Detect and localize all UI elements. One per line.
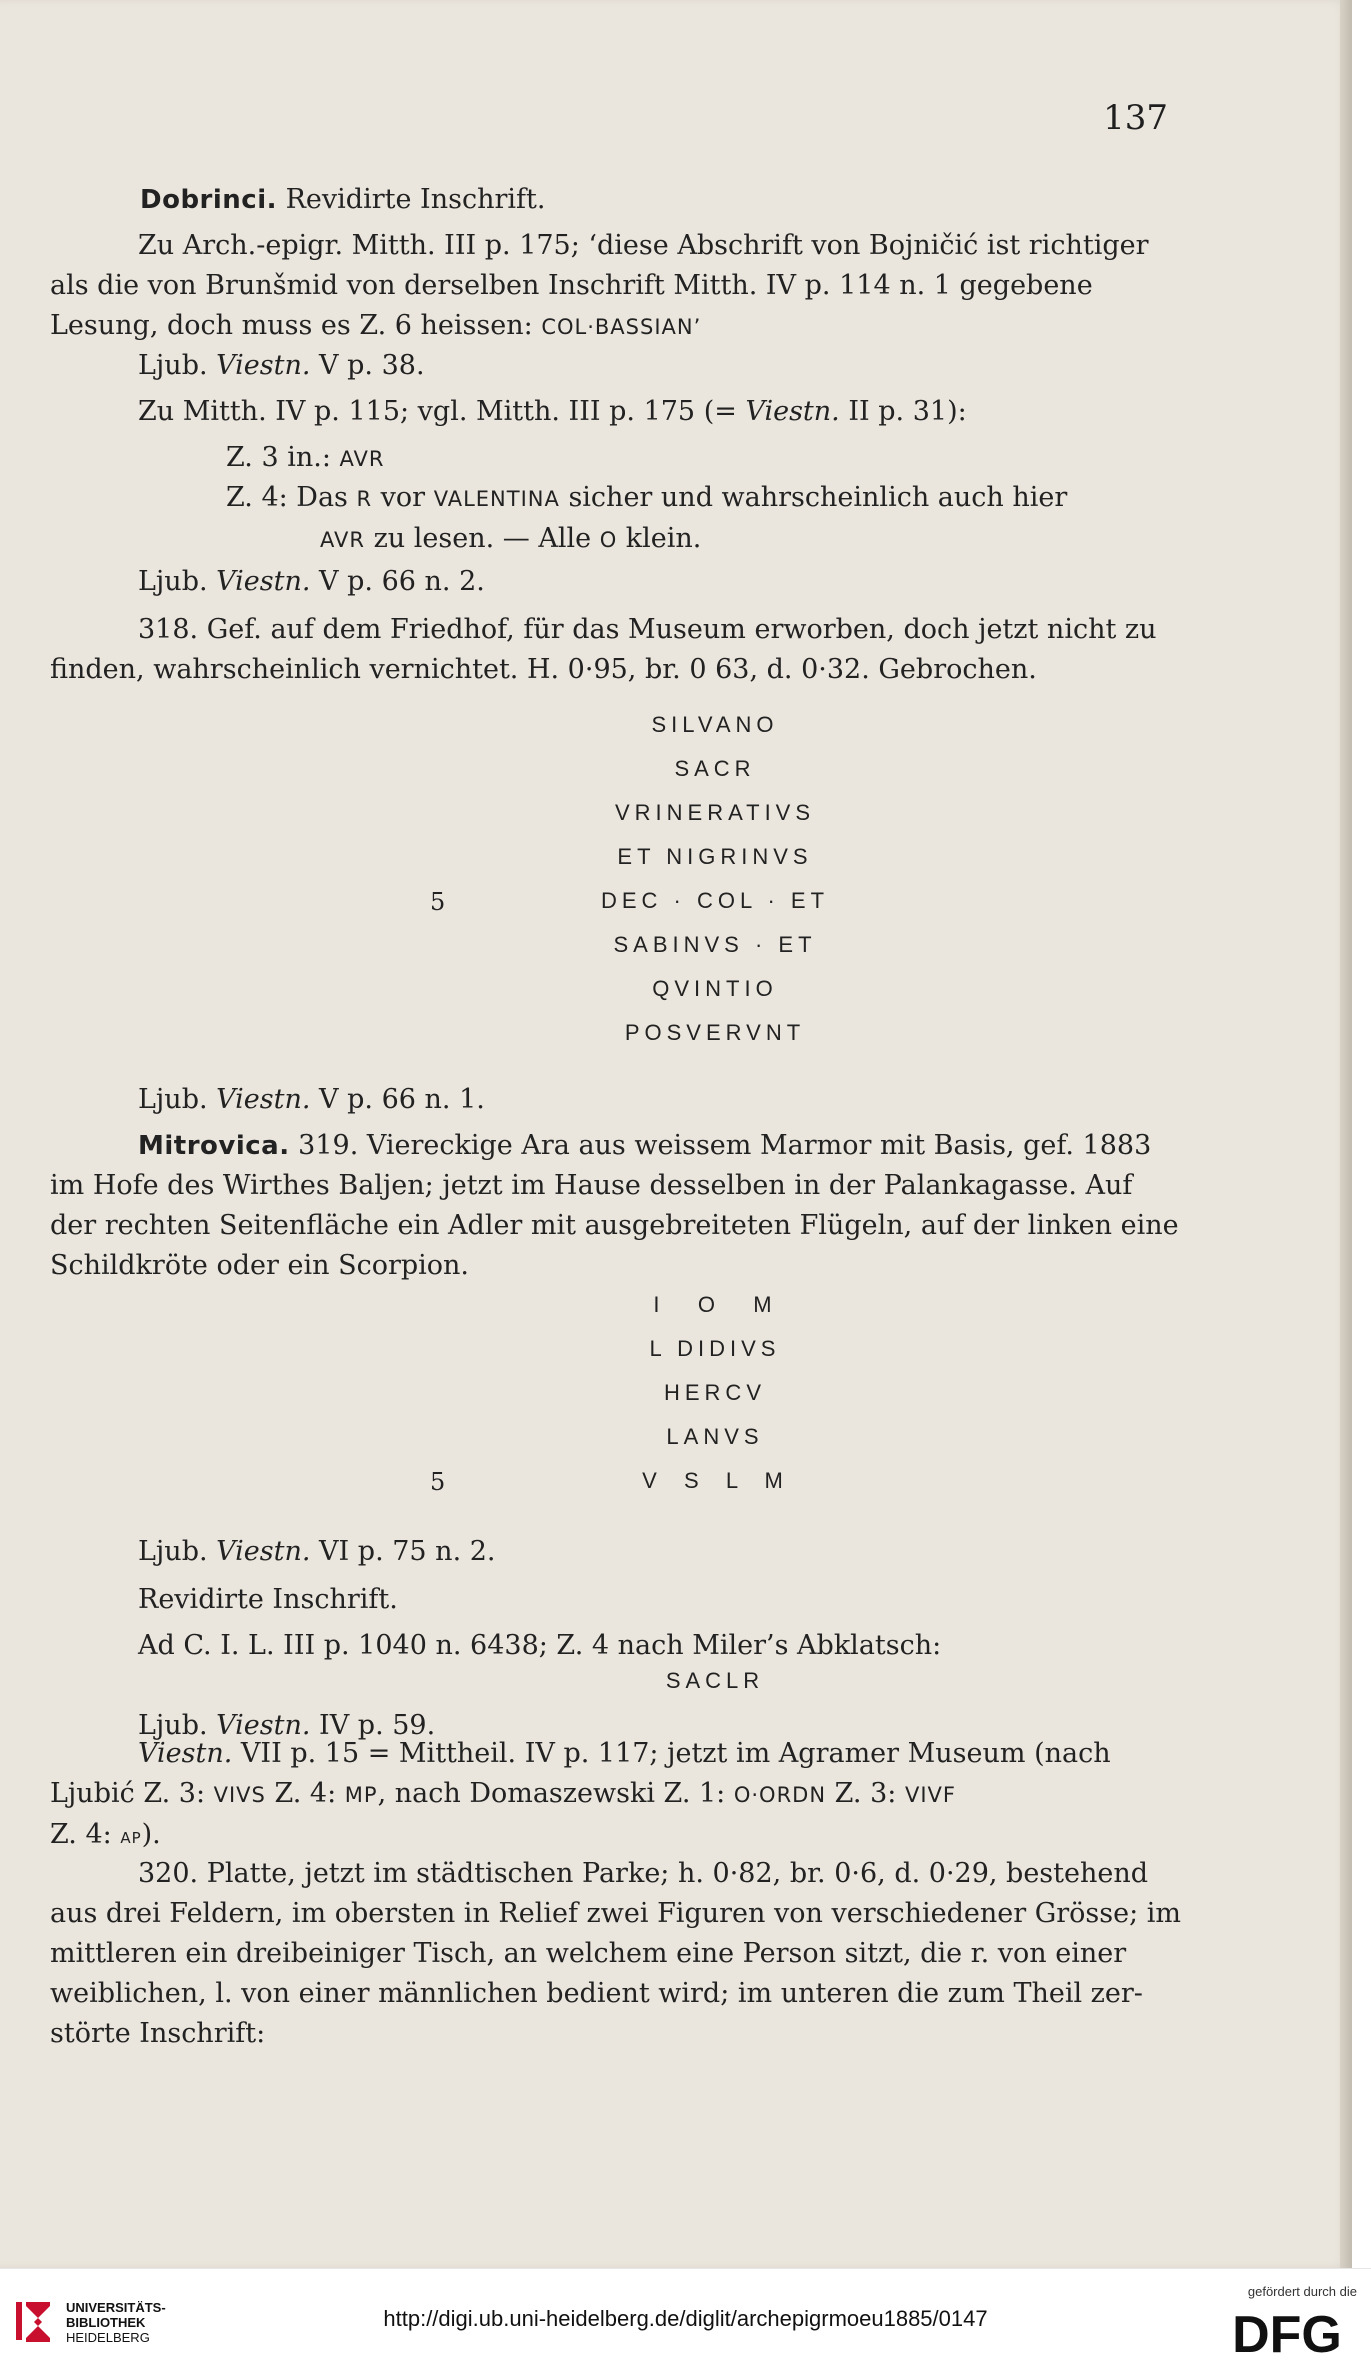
inscription-text: VRINERATIVS — [614, 800, 816, 825]
text-line: mittleren ein dreibeiniger Tisch, an welchem eine Person sitzt, die r. von einer — [50, 1938, 1127, 1969]
section-dobrinci — [140, 180, 1288, 220]
note-z4 — [226, 478, 1198, 560]
inscription-line — [0, 1424, 1352, 1468]
text-run: Ljubić Z. 3: — [50, 1778, 214, 1809]
inscription-line — [0, 1468, 1352, 1512]
journal-title: Viestn. — [216, 1536, 311, 1567]
inscription-text: DEC · COL · ET — [600, 888, 830, 913]
inscription-text: SILVANO — [651, 712, 779, 737]
text-run: , nach Domaszewski Z. 1: — [377, 1778, 734, 1809]
text-run: V p. 66 n. 2. — [310, 566, 485, 597]
citation-ljub-v66-2 — [138, 562, 1286, 602]
inscription-line — [0, 932, 1352, 976]
note-z3 — [226, 438, 1371, 479]
inscription-line — [0, 1336, 1352, 1380]
inscription-line — [0, 1292, 1352, 1336]
heading-text: Revidirte Inschrift. — [277, 184, 546, 215]
place-heading-dobrinci: Dobrinci. — [140, 185, 278, 215]
text-run: ). — [141, 1819, 161, 1850]
dfg-logo — [1221, 2304, 1353, 2360]
inscription-line — [0, 888, 1352, 932]
text-run: Ljub. — [138, 1710, 217, 1741]
text-run: Ljub. — [138, 1084, 217, 1115]
text-run: Ljub. — [138, 350, 217, 381]
text-line — [50, 1774, 1198, 1815]
inscription-fragment: O·ORDN — [733, 1783, 827, 1807]
inscription-fragment: MP — [344, 1783, 378, 1807]
inscription-text: V S L M — [642, 1468, 788, 1493]
inscription-line — [0, 756, 1352, 800]
funded-by-label: gefördert durch die — [1247, 2284, 1357, 2299]
text-run: Zu Mitth. IV p. 115; vgl. Mitth. III p. 175 (= — [138, 396, 746, 427]
text-run: sicher und wahrscheinlich auch hier — [559, 482, 1068, 513]
page-number: 137 — [1103, 98, 1168, 138]
inscription-line — [0, 844, 1352, 888]
text-line: störte Inschrift: — [50, 2018, 266, 2049]
text-run: Z. 4: — [265, 1778, 345, 1809]
text-line: 320. Platte, jetzt im städtischen Parke; h. 0·82, br. 0·6, d. 0·29, bestehend — [138, 1858, 1149, 1889]
text-line: finden, wahrscheinlich vernichtet. H. 0·95, br. 0 63, d. 0·32. Gebrochen. — [50, 654, 1037, 685]
inscription-text: L DIDIVS — [649, 1336, 781, 1361]
text-run: Z. 3 in.: — [226, 442, 340, 473]
text-run: II p. 31): — [839, 396, 967, 427]
text-run: Ljub. — [138, 566, 217, 597]
paragraph-320 — [50, 1854, 1198, 2054]
text-run: Lesung, doch muss es Z. 6 heissen: — [50, 310, 542, 341]
text-run: zu lesen. — Alle — [364, 523, 600, 554]
inscription-line — [0, 712, 1352, 756]
text-line — [50, 1126, 1198, 1166]
inscription-319 — [0, 1292, 1352, 1512]
text-line — [226, 519, 1198, 560]
inscription-line — [0, 800, 1352, 844]
text-line: als die von Brunšmid von derselben Inschrift Mitth. IV p. 114 n. 1 gegebene — [50, 270, 1093, 301]
journal-title: Viestn. — [216, 1710, 311, 1741]
inscription-text: LANVS — [666, 1424, 764, 1449]
citation-ljub-vi75 — [138, 1532, 1286, 1572]
revidirte-inschrift: Revidirte Inschrift. — [138, 1584, 398, 1615]
journal-title: Viestn. — [216, 566, 311, 597]
inscription-text: SACLR — [665, 1668, 765, 1693]
text-line: weiblichen, l. von einer männlichen bedient wird; im unteren die zum Theil zer- — [50, 1978, 1143, 2009]
inscription-text: SACR — [674, 756, 756, 781]
inscription-text: SABINVS · ET — [613, 932, 817, 957]
text-run: Z. 4: — [50, 1819, 121, 1850]
inscription-line — [0, 976, 1352, 1020]
citation-ljub-v66-1 — [138, 1080, 1286, 1120]
inscription-text: ET NIGRINVS — [617, 844, 813, 869]
text-run: Z. 4: Das — [226, 482, 357, 513]
journal-title: Viestn. — [745, 396, 840, 427]
inscription-fragment: AP — [120, 1829, 142, 1847]
text-run: IV p. 59. — [310, 1710, 436, 1741]
inscription-text: QVINTIO — [652, 976, 778, 1001]
text-run: V p. 66 n. 1. — [310, 1084, 485, 1115]
journal-title: Viestn. — [216, 1084, 311, 1115]
text-line — [50, 306, 1198, 347]
inscription-fragment: VIVS — [213, 1783, 266, 1807]
paragraph-viestn-vii — [50, 1734, 1198, 1858]
institution-line: HEIDELBERG — [66, 2330, 150, 2345]
text-run: Z. 3: — [826, 1778, 905, 1809]
text-line: der rechten Seitenfläche ein Adler mit ausgebreiteten Flügeln, auf der linken eine — [50, 1210, 1179, 1241]
text-run: VII p. 15 = Mittheil. IV p. 117; jetzt im Agramer Museum (nach — [232, 1738, 1111, 1769]
text-run: V p. 38. — [310, 350, 425, 381]
place-heading-mitrovica: Mitrovica. — [138, 1131, 290, 1161]
section-mitrovica — [50, 1126, 1198, 1286]
paragraph-mitth115 — [138, 392, 1286, 432]
text-line: Schildkröte oder ein Scorpion. — [50, 1250, 470, 1281]
institution-line: UNIVERSITÄTS- — [66, 2300, 166, 2315]
ad-cil-note: Ad C. I. L. III p. 1040 n. 6438; Z. 4 nach Miler’s Abklatsch: — [138, 1630, 942, 1661]
text-run: VI p. 75 n. 2. — [310, 1536, 496, 1567]
text-line: im Hofe des Wirthes Baljen; jetzt im Hause desselben in der Palankagasse. Auf — [50, 1170, 1133, 1201]
dfg-logo-text: DFG — [1232, 2306, 1342, 2360]
inscription-fragment: VALENTINA — [433, 487, 560, 511]
line-number: 5 — [430, 1468, 446, 1496]
text-line — [226, 478, 1198, 519]
text-run: 319. Viereckige Ara aus weissem Marmor mit Basis, gef. 1883 — [289, 1130, 1152, 1161]
inscription-fragment: AVR — [320, 528, 365, 552]
inscription-318 — [0, 712, 1352, 1064]
institution-line: BIBLIOTHEK — [66, 2315, 146, 2330]
text-run: klein. — [617, 523, 702, 554]
text-run: vor — [372, 482, 434, 513]
text-line — [50, 1815, 1198, 1858]
line-number: 5 — [430, 888, 446, 916]
inscription-fragment: COL·BASSIAN’ — [541, 315, 702, 339]
citation-ljub-v38 — [138, 346, 1286, 386]
paragraph-318 — [50, 610, 1198, 690]
text-line: 318. Gef. auf dem Friedhof, für das Museum erworben, doch jetzt nicht zu — [138, 614, 1157, 645]
journal-title: Viestn. — [216, 350, 311, 381]
paragraph-arch-epigr — [50, 226, 1198, 347]
inscription-line — [0, 1380, 1352, 1424]
permalink-url[interactable]: http://digi.ub.uni-heidelberg.de/diglit/archepigrmoeu1885/0147 — [383, 2306, 988, 2331]
inscription-text: I O M — [653, 1292, 777, 1317]
inscription-fragment: AVR — [339, 447, 385, 471]
inscription-fragment: VIVF — [904, 1783, 956, 1807]
inscription-line — [0, 1020, 1352, 1064]
journal-title: Viestn. — [138, 1738, 233, 1769]
inscription-fragment: O — [599, 528, 618, 552]
inscription-text: HERCV — [663, 1380, 766, 1405]
text-line: Zu Arch.-epigr. Mitth. III p. 175; ‘diese Abschrift von Bojničić ist richtiger — [138, 230, 1149, 261]
text-line — [50, 1734, 1198, 1774]
inscription-fragment: R — [356, 487, 373, 511]
inscription-text: POSVERVNT — [624, 1020, 806, 1045]
text-line: aus drei Feldern, im obersten in Relief zwei Figuren von verschiedener Grösse; im — [50, 1898, 1182, 1929]
page-edge-shadow — [1340, 0, 1352, 2268]
text-run: Ljub. — [138, 1536, 217, 1567]
